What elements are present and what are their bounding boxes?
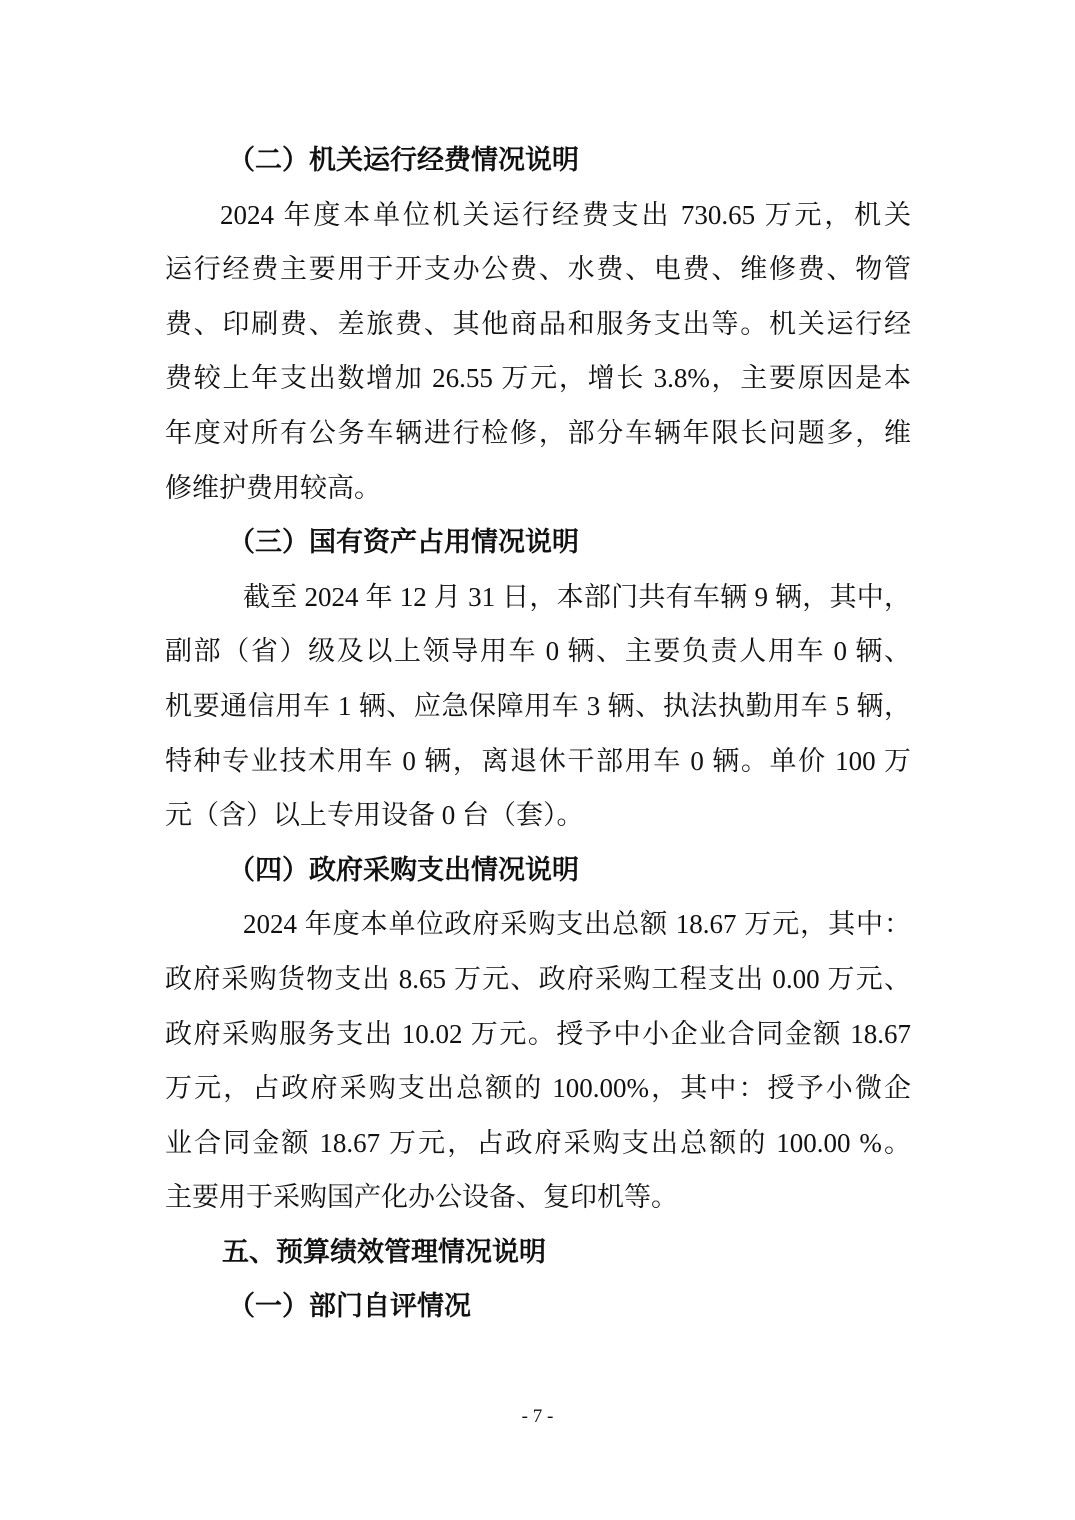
paragraph-line: 主要用于采购国产化办公设备、复印机等。 xyxy=(165,1182,678,1213)
paragraph-line: 政府采购货物支出 8.65 万元、政府采购工程支出 0.00 万元、 xyxy=(165,963,911,994)
paragraph-line: 万元，占政府采购支出总额的 100.00%，其中：授予小微企 xyxy=(165,1073,911,1104)
paragraph-line: 元（含）以上专用设备 0 台（套）。 xyxy=(165,800,584,831)
section-heading: （一）部门自评情况 xyxy=(228,1291,471,1322)
document-body xyxy=(165,133,911,1334)
paragraph-line: 特种专业技术用车 0 辆，离退休干部用车 0 辆。单价 100 万 xyxy=(165,745,911,776)
paragraph-line: 年度对所有公务车辆进行检修，部分车辆年限长问题多，维 xyxy=(165,417,911,448)
paragraph-line: 运行经费主要用于开支办公费、水费、电费、维修费、物管 xyxy=(165,254,911,285)
paragraph-line: 政府采购服务支出 10.02 万元。授予中小企业合同金额 18.67 xyxy=(165,1018,911,1049)
section-heading: （二）机关运行经费情况说明 xyxy=(228,145,579,175)
paragraph-line: 2024 年度本单位政府采购支出总额 18.67 万元，其中： xyxy=(243,909,911,940)
paragraph-line: 2024 年度本单位机关运行经费支出 730.65 万元，机关 xyxy=(220,199,911,230)
paragraph-line: 业合同金额 18.67 万元，占政府采购支出总额的 100.00 %。 xyxy=(165,1127,911,1158)
paragraph-line: 副部（省）级及以上领导用车 0 辆、主要负责人用车 0 辆、 xyxy=(165,636,911,667)
page-number: - 7 - xyxy=(521,1406,554,1427)
section-heading: （四）政府采购支出情况说明 xyxy=(228,854,579,885)
paragraph-line: 截至 2024 年 12 月 31 日，本部门共有车辆 9 辆，其中， xyxy=(243,581,911,612)
paragraph-line: 费、印刷费、差旅费、其他商品和服务支出等。机关运行经 xyxy=(165,308,911,339)
section-heading: （三）国有资产占用情况说明 xyxy=(228,527,579,558)
paragraph-line: 机要通信用车 1 辆、应急保障用车 3 辆、执法执勤用车 5 辆， xyxy=(165,690,911,721)
paragraph-line: 修维护费用较高。 xyxy=(165,472,381,503)
paragraph-line: 费较上年支出数增加 26.55 万元，增长 3.8%，主要原因是本 xyxy=(165,363,911,394)
chapter-heading: 五、预算绩效管理情况说明 xyxy=(222,1236,546,1267)
